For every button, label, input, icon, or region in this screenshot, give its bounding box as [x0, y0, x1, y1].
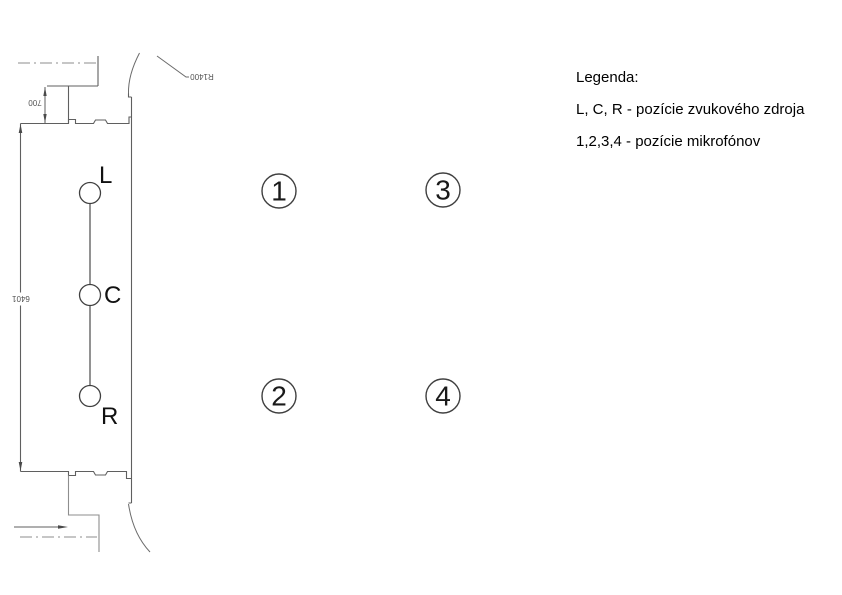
source-circle-r — [80, 386, 101, 407]
mic-number-2: 2 — [271, 380, 287, 412]
dimension-arrow-bottom — [19, 462, 23, 471]
curved-wall-arc-top — [128, 53, 139, 94]
wall-top — [21, 117, 132, 124]
dimension-700: 700 — [28, 98, 42, 107]
radius-label: R1400 — [190, 72, 214, 81]
wall-right — [129, 94, 132, 504]
mic-number-4: 4 — [435, 380, 451, 412]
dimension-6401: 6401 — [12, 294, 30, 303]
radius-leader-line — [157, 56, 189, 77]
legend-item-sources: L, C, R - pozície zvukového zdroja — [576, 101, 805, 118]
curved-wall-arc-bottom — [129, 504, 151, 552]
mic-number-3: 3 — [435, 174, 451, 206]
mic-number-1: 1 — [271, 175, 287, 207]
wall-bottom — [21, 472, 132, 479]
source-label-l: L — [99, 162, 113, 189]
leader-arrow-bottom — [58, 525, 68, 529]
source-label-r: R — [101, 403, 119, 430]
legend — [576, 69, 804, 165]
legend-title: Legenda: — [576, 69, 639, 86]
legend-item-microphones: 1,2,3,4 - pozície mikrofónov — [576, 133, 761, 150]
dimension-700-arrow-down — [43, 114, 46, 123]
source-label-c: C — [104, 282, 122, 309]
dimension-700-arrow-up — [43, 87, 46, 96]
source-circle-c — [80, 285, 101, 306]
source-circle-l — [80, 183, 101, 204]
wall-upper-alcove — [47, 56, 98, 124]
wall-lower-alcove — [69, 476, 100, 553]
dimension-arrow-top — [19, 124, 23, 133]
